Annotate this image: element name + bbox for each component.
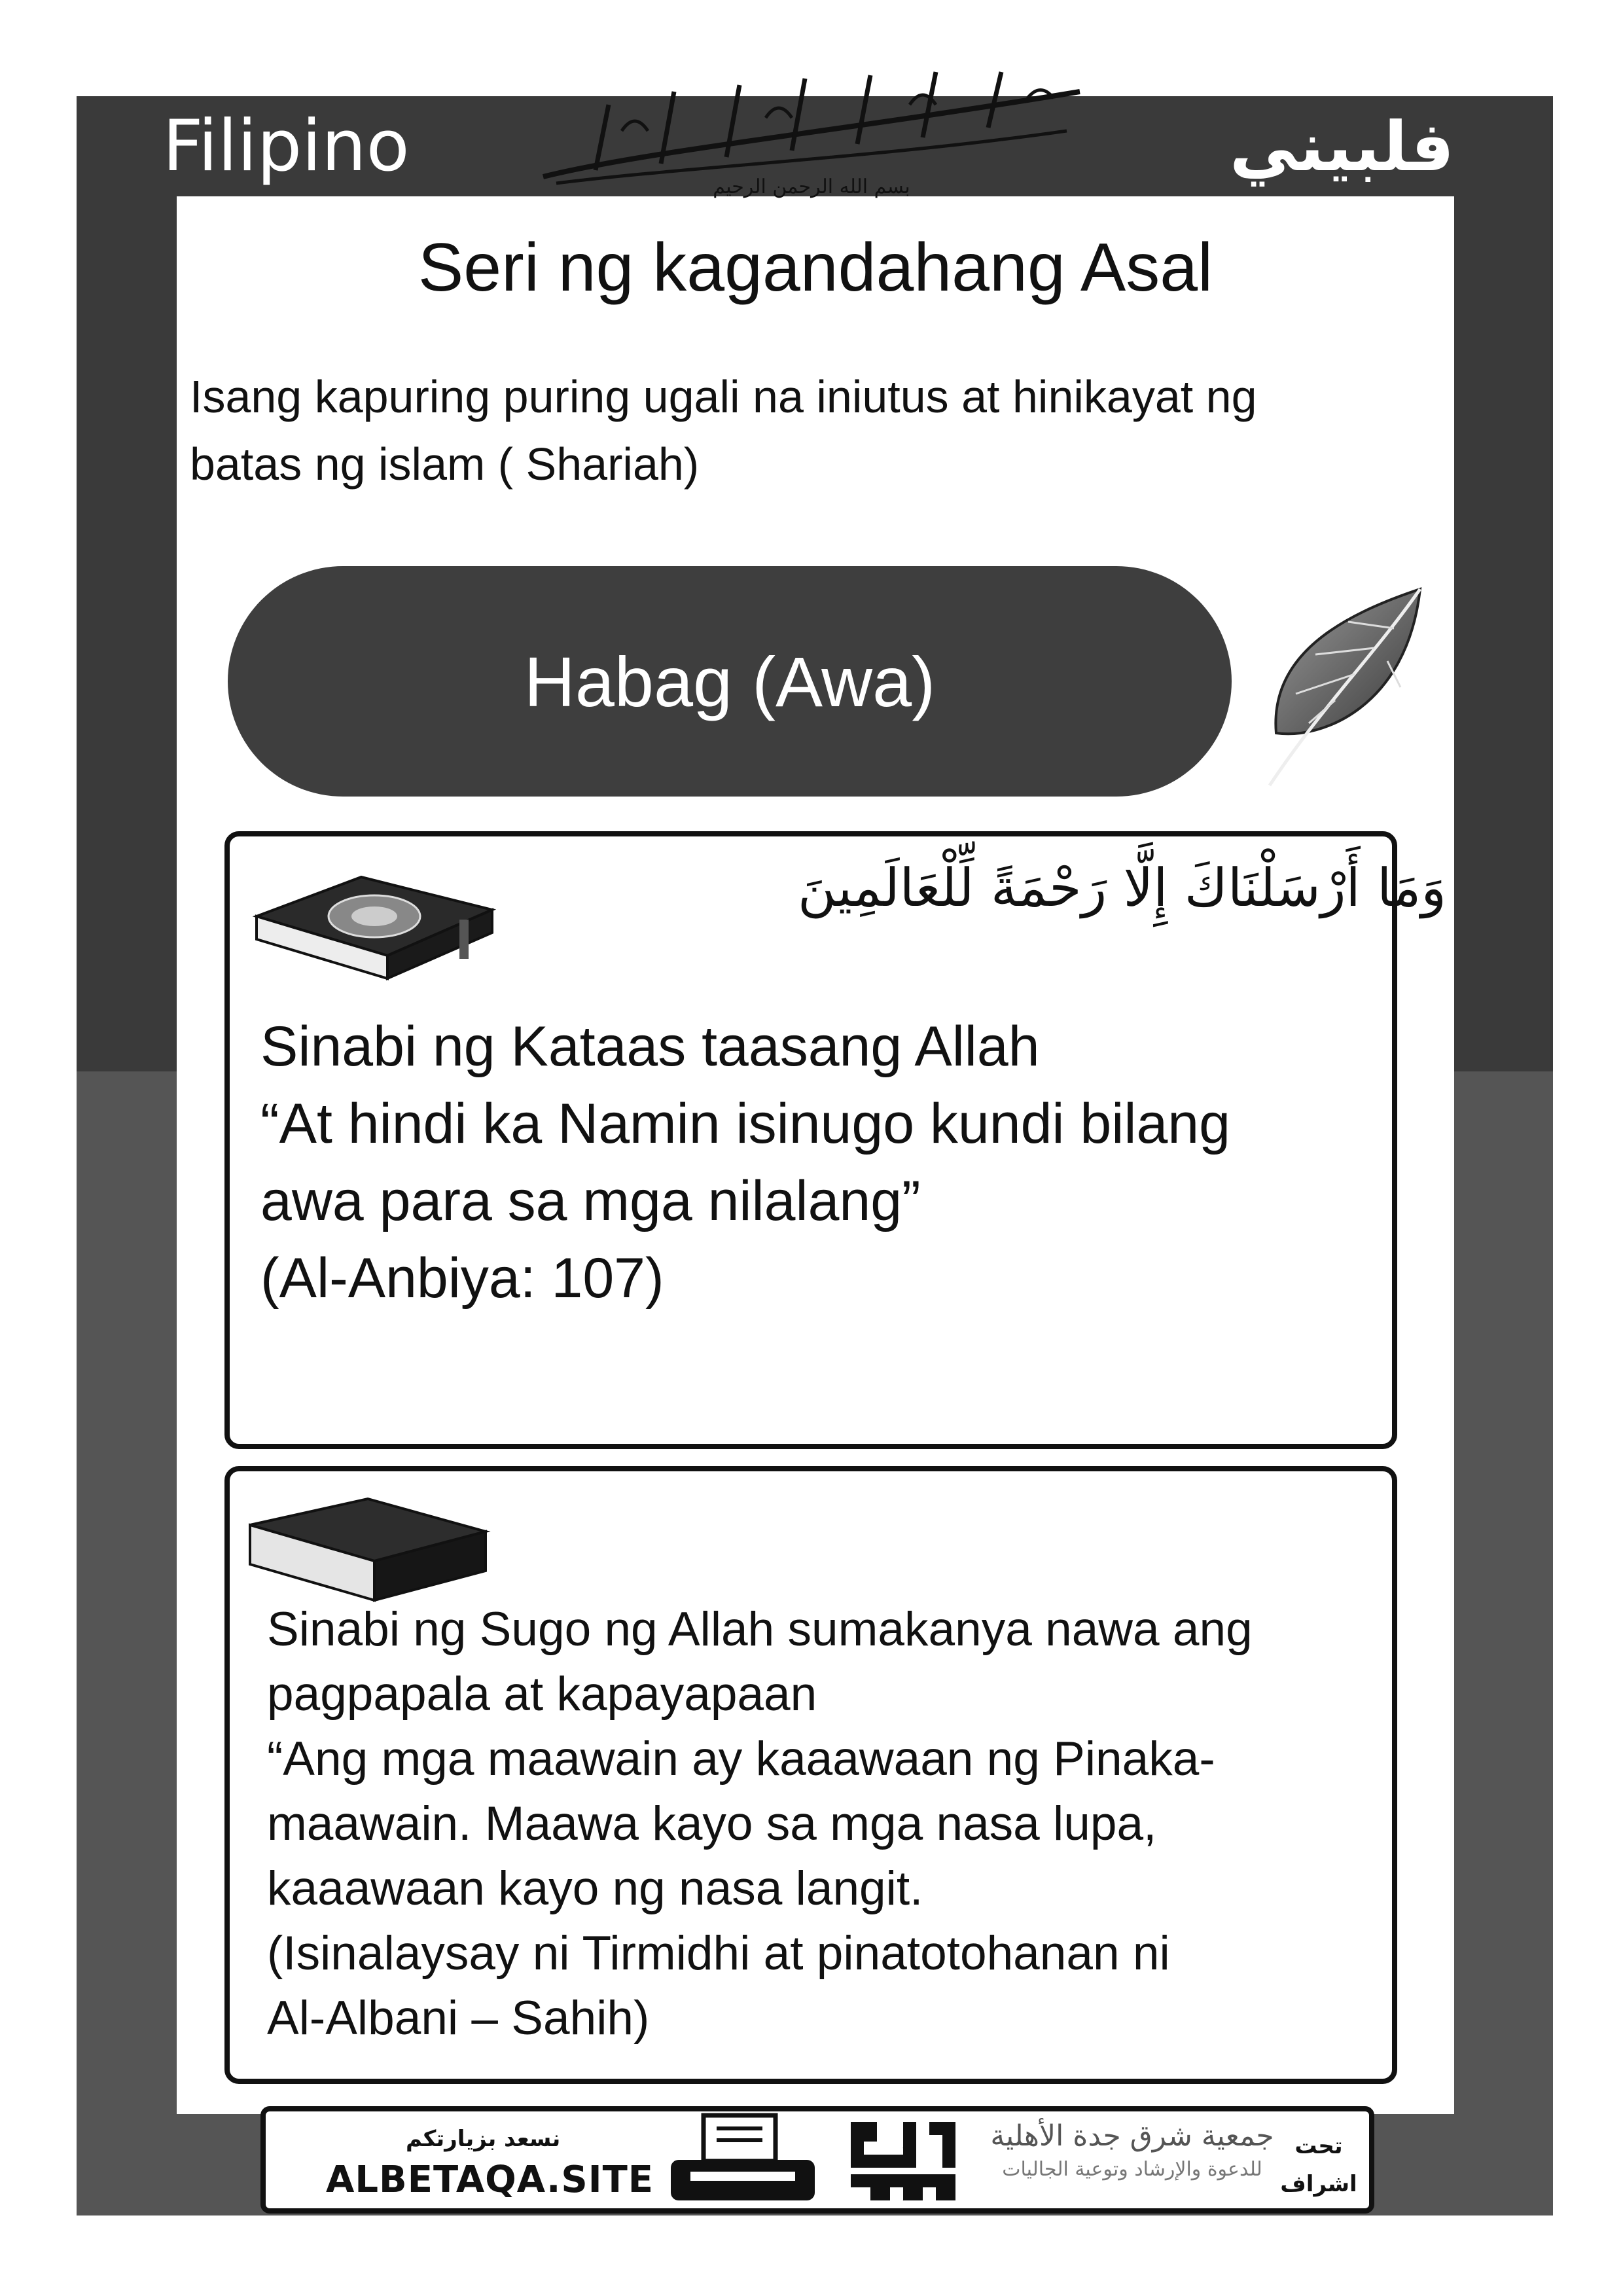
quran-line: Sinabi ng Kataas taasang Allah [260, 1015, 1040, 1078]
quran-reference: (Al-Anbiya: 107) [260, 1247, 664, 1310]
hadith-line: (Isinalaysay ni Tirmidhi at pinatotohanan ni [267, 1927, 1170, 1980]
association-name: جمعية شرق جدة الأهلية [990, 2119, 1274, 2153]
footer-site-link[interactable]: ALBETAQA.SITE [326, 2159, 654, 2201]
hadith-line: kaaawaan kayo ng nasa langit. [267, 1862, 923, 1915]
intro-line: Isang kapuring puring ugali na iniutus at hinikayat ng [190, 371, 1257, 422]
basmala-calligraphy [517, 52, 1106, 203]
language-label-left: Filipino [77, 96, 495, 196]
hadith-line: Sinabi ng Sugo ng Allah sumakanya nawa ang [267, 1603, 1253, 1656]
page-title: Seri ng kagandahang Asal [418, 230, 1213, 306]
hadith-line: Al-Albani – Sahih) [267, 1992, 650, 2045]
tahta-text: تحت [1294, 2133, 1343, 2159]
intro-text [190, 363, 1420, 498]
svg-text:دعوة: دعوة [902, 2148, 904, 2149]
hadith-line: maawain. Maawa kayo sa mga nasa lupa, [267, 1797, 1157, 1850]
hadith-text [267, 1597, 1380, 2051]
leaf-icon [1243, 576, 1440, 798]
ishraf-text: اشراف [1280, 2171, 1357, 2197]
quran-arabic-verse: وَمَا أَرْسَلْنَاكَ إِلَّا رَحْمَةً لِّلْعَالَمِينَ [798, 857, 1446, 918]
language-label-right: فلبيني [1131, 96, 1553, 196]
association-logo [988, 2119, 1276, 2181]
topic-banner: Habag (Awa) [228, 566, 1232, 797]
hadith-line: pagpapala at kapayapaan [267, 1668, 817, 1721]
footer-visit-text: نسعد بزيارتكم [406, 2126, 561, 2152]
printer-icon [661, 2109, 825, 2207]
quran-book-icon [243, 857, 499, 988]
quran-line: awa para sa mga nilalang” [260, 1170, 921, 1232]
hadith-book-icon [243, 1486, 492, 1610]
quran-translation [260, 1008, 1373, 1317]
svg-text:بسم الله الرحمن الرحيم: بسم الله الرحمن الرحيم [713, 175, 910, 198]
hadith-line: “Ang mga maawain ay kaaawaan ng Pinaka- [267, 1732, 1215, 1785]
svg-text:الورقة: الورقة [902, 2200, 904, 2201]
supervision-label [1279, 2127, 1358, 2203]
kufi-logo [838, 2109, 969, 2214]
intro-line: batas ng islam ( Shariah) [190, 439, 700, 490]
quran-line: “At hindi ka Namin isinugo kundi bilang [260, 1092, 1230, 1155]
association-subtitle: للدعوة والإرشاد وتوعية الجاليات [1002, 2158, 1262, 2181]
